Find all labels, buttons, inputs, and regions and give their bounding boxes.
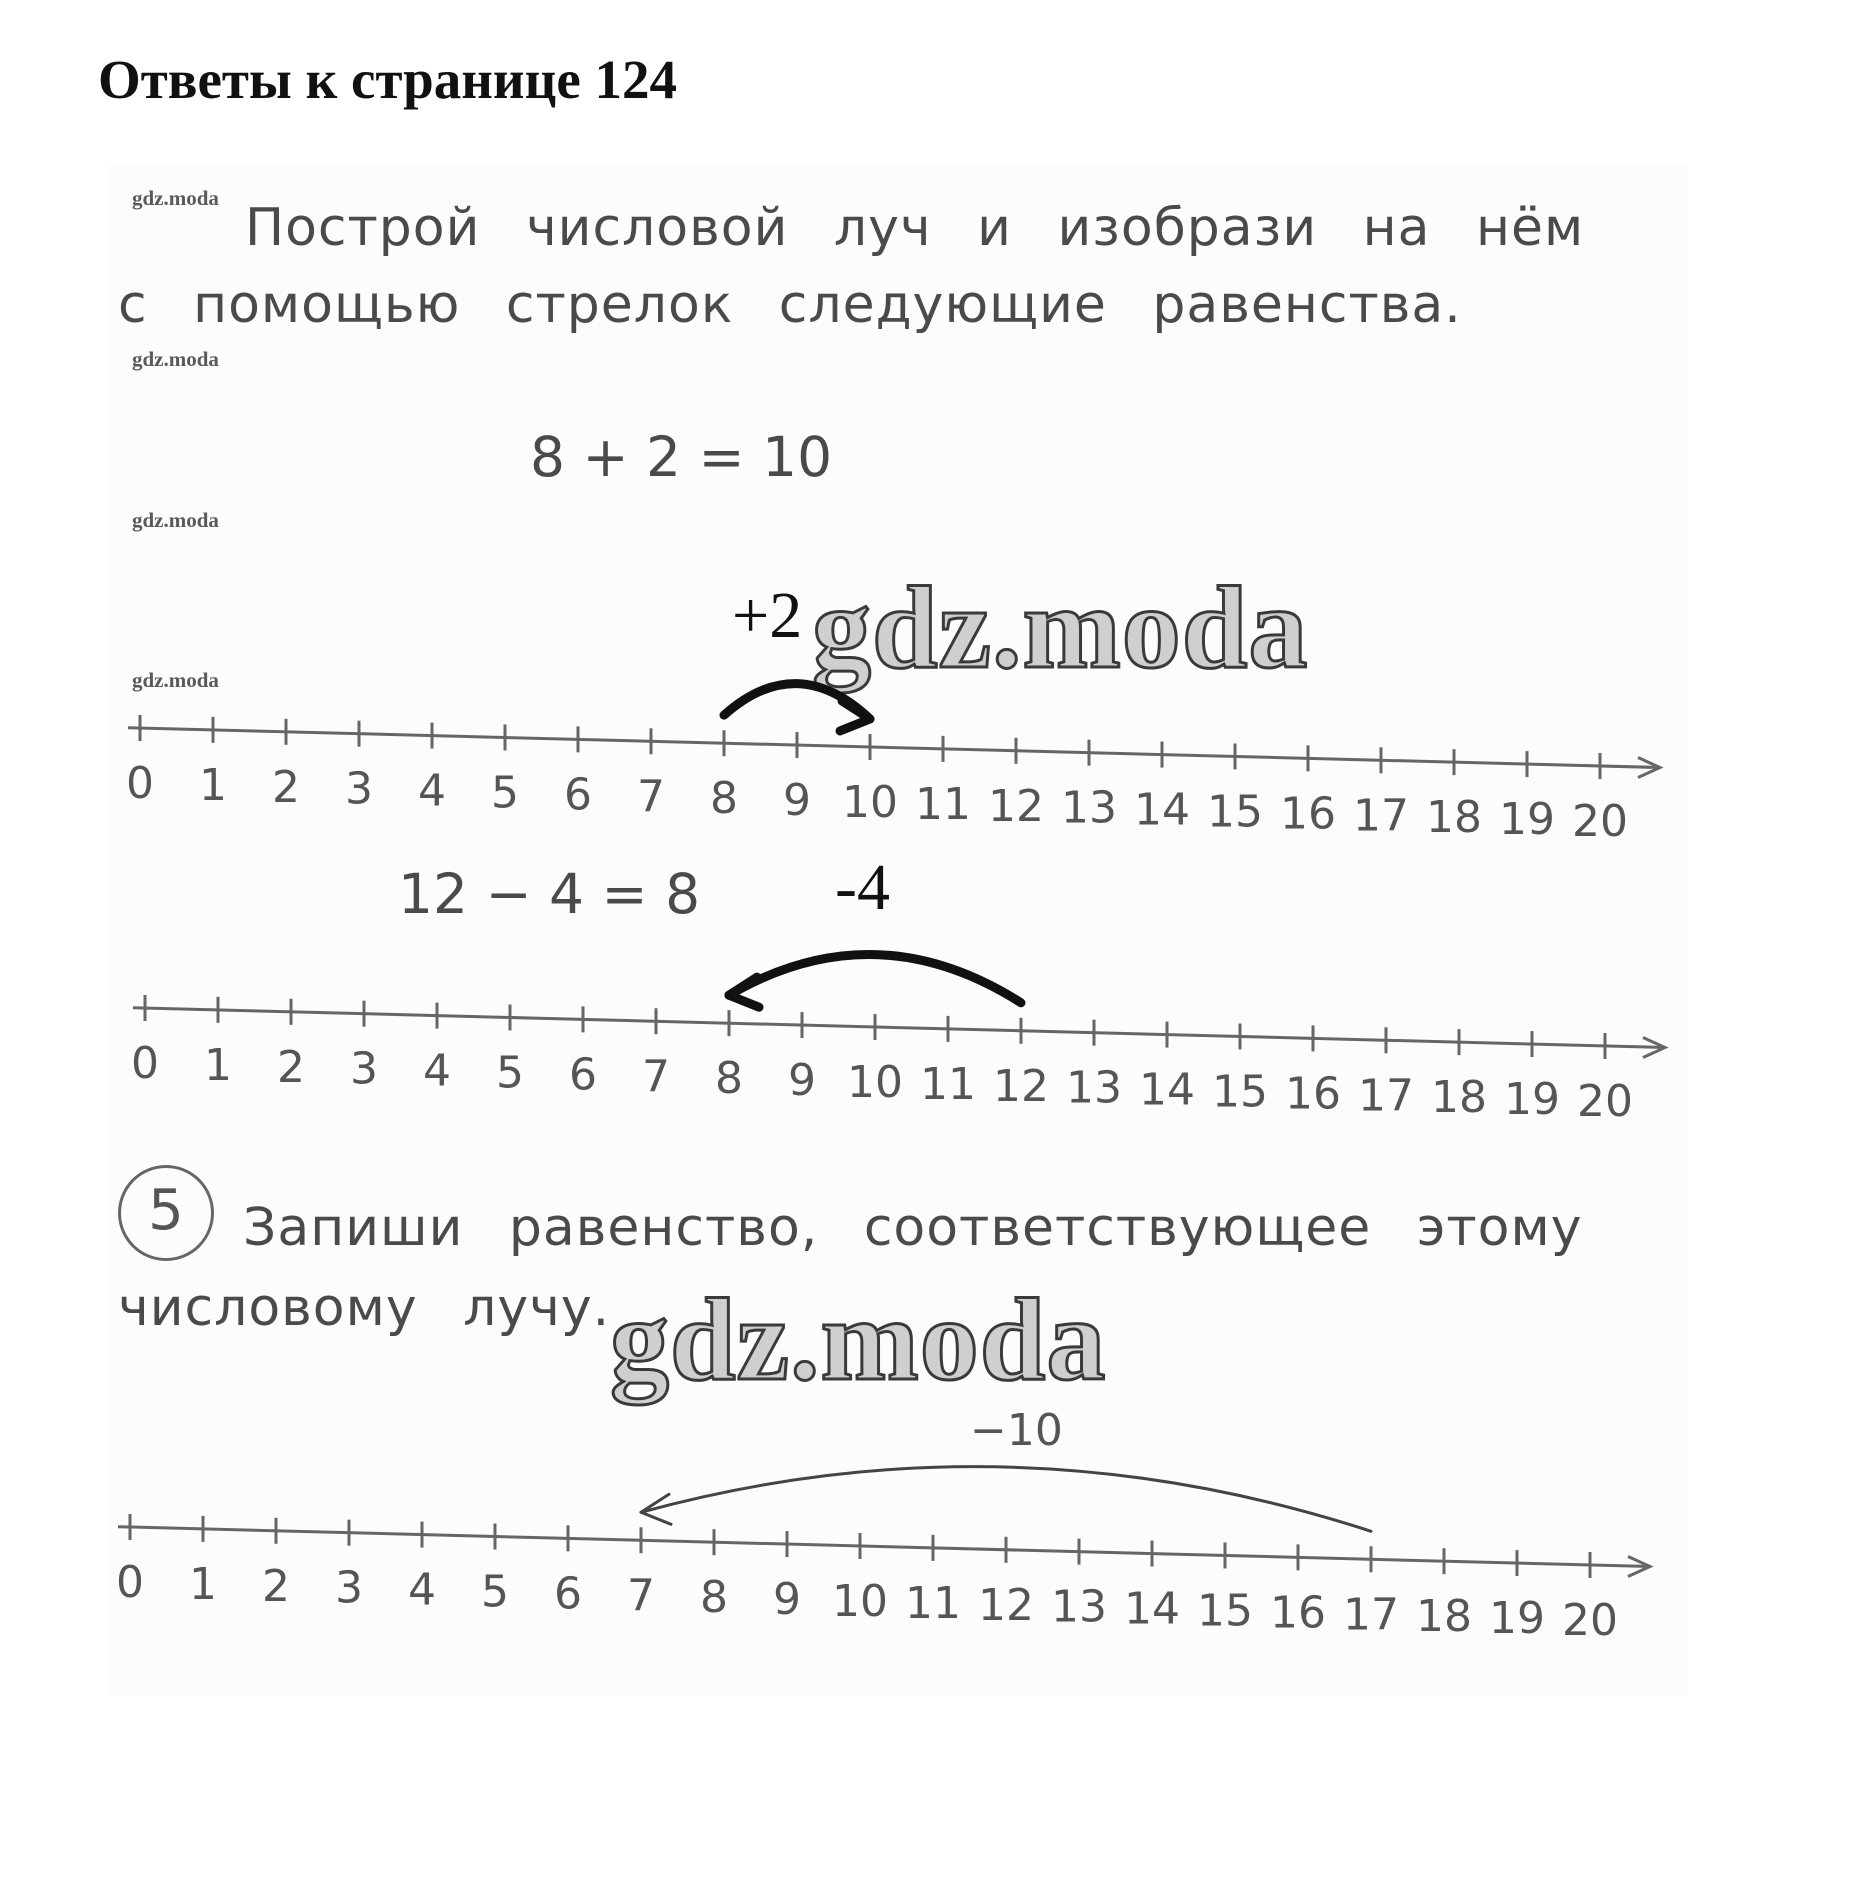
arrow-label-minus4: -4 [835, 851, 890, 924]
tick-label: 15 [1212, 1066, 1268, 1118]
task4-line1: Построй числовой луч и изобрази на нём [245, 198, 1585, 258]
tick-label: 1 [199, 759, 227, 811]
tick-label: 13 [1051, 1581, 1107, 1633]
tick-label: 14 [1139, 1064, 1195, 1116]
watermark-large: gdz.moda [812, 562, 1309, 693]
task4-line2: с помощью стрелок следующие равенства. [118, 275, 1462, 335]
watermark-small: gdz.moda [132, 508, 219, 532]
tick-label: 1 [189, 1558, 217, 1610]
tick-label: 20 [1577, 1075, 1633, 1127]
jump-arrowhead [729, 977, 759, 1007]
tick-label: 0 [126, 758, 154, 809]
tick-label: 14 [1134, 784, 1190, 836]
page-title: Ответы к странице 124 [98, 49, 677, 110]
tick-label: 7 [637, 771, 665, 823]
arrow-label-minus10: −10 [970, 1405, 1063, 1456]
tick-label: 6 [564, 769, 592, 821]
number-line-1 [126, 684, 1660, 847]
watermark-small: gdz.moda [132, 347, 219, 371]
number-line-3 [116, 1467, 1650, 1646]
tick-label: 18 [1431, 1072, 1487, 1124]
tick-label: 5 [491, 767, 519, 819]
tick-label: 13 [1066, 1062, 1122, 1114]
tick-label: 11 [915, 778, 971, 830]
task-number: 5 [148, 1178, 184, 1243]
tick-label: 17 [1353, 790, 1409, 842]
equation-2: 12 − 4 = 8 [398, 862, 701, 926]
tick-label: 4 [408, 1564, 436, 1616]
watermark-small: gdz.moda [132, 186, 219, 210]
tick-label: 10 [842, 776, 898, 828]
tick-label: 5 [481, 1566, 509, 1618]
tick-label: 14 [1124, 1583, 1180, 1635]
tick-label: 8 [700, 1572, 728, 1624]
tick-label: 11 [920, 1058, 976, 1110]
tick-label: 20 [1562, 1594, 1618, 1646]
tick-label: 5 [496, 1047, 524, 1099]
tick-label: 19 [1489, 1593, 1545, 1645]
tick-label: 18 [1426, 792, 1482, 844]
task5-line2: числовому лучу. [118, 1278, 611, 1338]
tick-label: 0 [116, 1557, 144, 1608]
tick-label: 12 [993, 1060, 1049, 1112]
jump-arrow [641, 1467, 1371, 1532]
tick-label: 3 [345, 763, 373, 815]
tick-label: 11 [905, 1577, 961, 1629]
equation-1: 8 + 2 = 10 [530, 425, 833, 489]
tick-label: 12 [988, 780, 1044, 832]
tick-label: 10 [847, 1056, 903, 1108]
tick-label: 8 [715, 1053, 743, 1105]
tick-label: 15 [1207, 786, 1263, 838]
tick-label: 20 [1572, 795, 1628, 847]
tick-label: 17 [1343, 1589, 1399, 1641]
tick-label: 19 [1504, 1074, 1560, 1126]
tick-label: 7 [627, 1570, 655, 1622]
tick-label: 9 [788, 1055, 816, 1107]
tick-label: 7 [642, 1051, 670, 1103]
tick-label: 17 [1358, 1070, 1414, 1122]
tick-label: 2 [277, 1041, 305, 1093]
arrow-label-plus2: +2 [732, 579, 803, 652]
tick-label: 2 [272, 761, 300, 813]
watermark-large: gdz.moda [610, 1274, 1107, 1405]
tick-label: 8 [710, 773, 738, 825]
watermark-small: gdz.moda [132, 668, 219, 692]
tick-label: 3 [335, 1562, 363, 1614]
tick-label: 6 [569, 1049, 597, 1101]
tick-label: 16 [1270, 1587, 1326, 1639]
number-line-2 [131, 955, 1665, 1127]
tick-label: 1 [204, 1039, 232, 1091]
tick-label: 16 [1285, 1068, 1341, 1120]
tick-label: 18 [1416, 1591, 1472, 1643]
tick-label: 3 [350, 1043, 378, 1095]
tick-label: 16 [1280, 788, 1336, 840]
jump-arrowhead [840, 701, 870, 731]
jump-arrow [729, 955, 1021, 1003]
tick-label: 6 [554, 1568, 582, 1620]
tick-label: 10 [832, 1575, 888, 1627]
tick-label: 2 [262, 1560, 290, 1612]
tick-label: 13 [1061, 782, 1117, 834]
tick-label: 4 [418, 765, 446, 817]
tick-label: 12 [978, 1579, 1034, 1631]
tick-label: 9 [773, 1574, 801, 1626]
tick-label: 19 [1499, 794, 1555, 846]
tick-label: 15 [1197, 1585, 1253, 1637]
tick-label: 0 [131, 1038, 159, 1089]
tick-label: 9 [783, 775, 811, 827]
task5-line1: Запиши равенство, соответствующее этому [243, 1198, 1583, 1258]
tick-label: 4 [423, 1045, 451, 1097]
